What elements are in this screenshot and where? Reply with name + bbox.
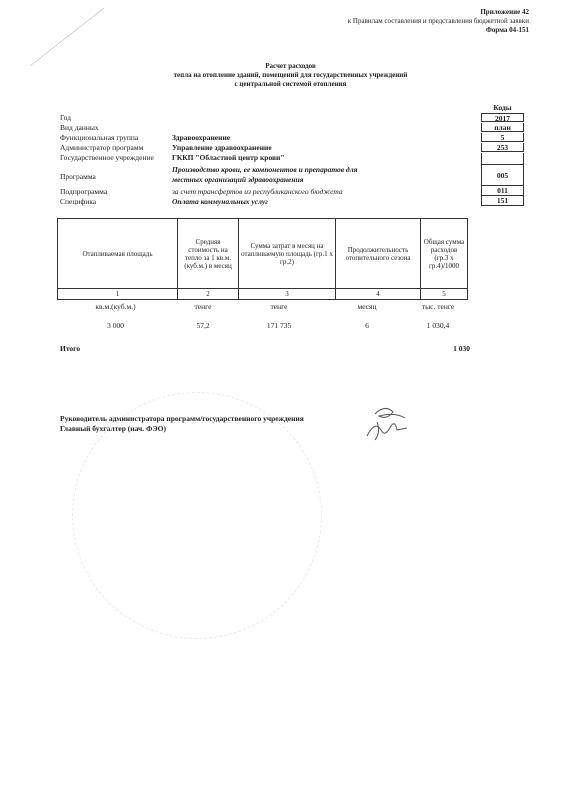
label-institution: Государственное учреждение bbox=[60, 153, 154, 162]
title-line-3: с центральной системой отопления bbox=[234, 80, 347, 88]
label-data-type: Вид данных bbox=[60, 123, 99, 132]
label-year: Год bbox=[60, 113, 72, 122]
expense-table bbox=[57, 218, 468, 300]
form-number: Форма 04-151 bbox=[485, 26, 529, 34]
value-monthly-cost: 171 735 bbox=[266, 321, 292, 330]
table-numbers-row bbox=[58, 289, 468, 300]
label-specific: Специфика bbox=[60, 197, 97, 206]
unit-cell: месяц bbox=[357, 302, 377, 311]
appendix-label: Приложение 42 bbox=[480, 8, 529, 16]
scan-mark bbox=[30, 8, 110, 68]
value-program: Производство крови, ее компонентов и препаратов для местных организаций здравоохранения bbox=[172, 165, 358, 184]
code-year: 2017 bbox=[481, 113, 524, 122]
total-value: 1 030 bbox=[453, 344, 470, 353]
handwritten-signature bbox=[355, 400, 415, 445]
label-program-admin: Администратор программ bbox=[60, 143, 144, 152]
value-season-duration: 6 bbox=[365, 321, 369, 330]
value-avg-cost: 57,2 bbox=[196, 321, 210, 330]
column-number: 4 bbox=[336, 289, 421, 300]
code-institution bbox=[481, 153, 524, 165]
value-institution: ГККП "Областной центр крови" bbox=[172, 153, 285, 162]
value-total-amount: 1 030,4 bbox=[426, 321, 450, 330]
units-row bbox=[57, 301, 468, 312]
code-program: 005 bbox=[481, 165, 524, 186]
header-total-amount: Общая сумма расходов (гр.3 х гр.4)/1000 bbox=[421, 219, 468, 289]
value-specific: Оплата коммунальных услуг bbox=[172, 197, 268, 206]
column-number: 3 bbox=[239, 289, 336, 300]
column-number: 1 bbox=[58, 289, 178, 300]
code-program-admin: 253 bbox=[481, 143, 524, 152]
column-number: 5 bbox=[421, 289, 468, 300]
code-specific: 151 bbox=[481, 196, 524, 206]
signature-head: Руководитель администратора программ/государственного учреждения bbox=[60, 414, 304, 423]
header-avg-cost: Средняя стоимость на тепло за 1 кв.м.(куб.м.) в месяц bbox=[178, 219, 239, 289]
column-number: 2 bbox=[178, 289, 239, 300]
code-data-type: план bbox=[481, 123, 524, 132]
label-program: Программа bbox=[60, 172, 96, 181]
document-header bbox=[348, 8, 529, 35]
unit-cell: тенге bbox=[194, 302, 212, 311]
title-line-1: Расчет расходов bbox=[265, 62, 316, 70]
unit-cell: кв.м.(куб.м.) bbox=[95, 302, 136, 311]
label-functional-group: Функциональная группа bbox=[60, 133, 139, 142]
unit-cell: тенге bbox=[270, 302, 288, 311]
value-functional-group: Здравоохранение bbox=[172, 133, 231, 142]
stamp-circle bbox=[72, 392, 322, 639]
values-row bbox=[57, 320, 468, 331]
signature-accountant: Главный бухгалтер (нач. ФЭО) bbox=[60, 424, 166, 433]
total-label: Итого bbox=[60, 344, 81, 353]
codes-header: Коды bbox=[493, 103, 512, 112]
header-heated-area: Отапливаемая площадь bbox=[58, 219, 178, 289]
code-functional-group: 5 bbox=[481, 133, 524, 142]
value-program-admin: Управление здравоохранение bbox=[172, 143, 272, 152]
header-season-duration: Продолжительность отопительного сезона bbox=[336, 219, 421, 289]
code-subprogram: 011 bbox=[481, 186, 524, 196]
title-line-2: тепла на отопление зданий, помещений для государственных учреждений bbox=[173, 71, 408, 79]
rules-label: к Правилам составления и представления бюджетной заявки bbox=[347, 17, 529, 25]
unit-cell: тыс. тенге bbox=[421, 302, 455, 311]
label-subprogram: Подпрограмма bbox=[60, 187, 108, 196]
table-header-row bbox=[58, 219, 468, 289]
header-monthly-cost: Сумма затрат в месяц на отапливаемую площадь (гр.1 х гр.2) bbox=[239, 219, 336, 289]
value-heated-area: 3 000 bbox=[107, 321, 124, 330]
value-subprogram: за счет трансфертов из республиканского бюджета bbox=[172, 187, 343, 196]
